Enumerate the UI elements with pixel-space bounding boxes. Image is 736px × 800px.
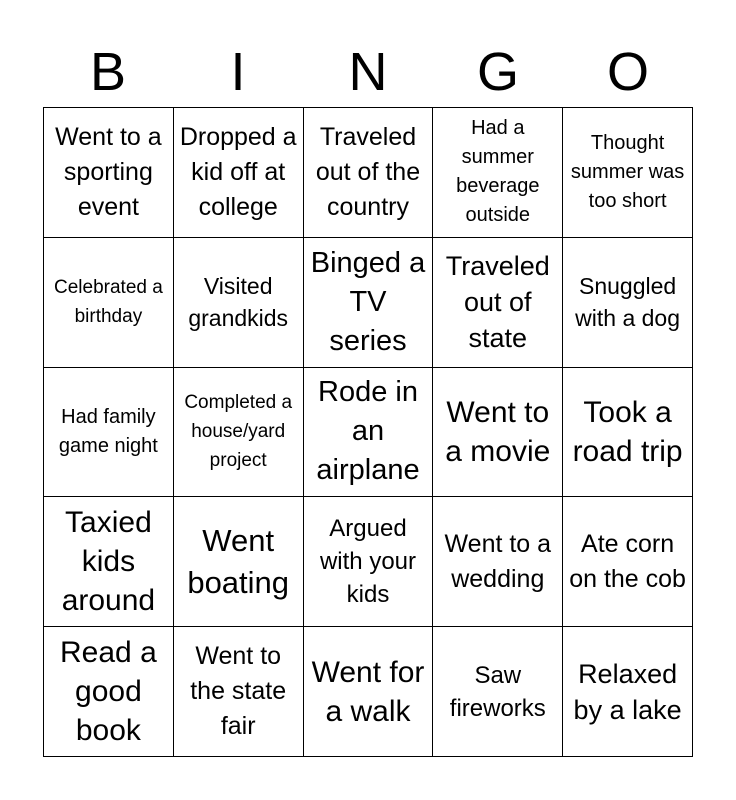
cell-text: Argued with your kids [319, 515, 417, 609]
cell-text: Dropped a kid off at college [179, 122, 297, 221]
header-letter-b: B [89, 42, 127, 102]
cell-text: Visited grandkids [188, 273, 289, 332]
bingo-cell[interactable] [44, 368, 174, 498]
bingo-cell[interactable] [174, 108, 304, 238]
header-letter-n: N [348, 42, 388, 102]
bingo-cell[interactable] [44, 238, 174, 368]
cell-text: Read a good book [60, 636, 157, 748]
bingo-cell[interactable] [563, 497, 693, 627]
cell-text: Went to a wedding [444, 529, 552, 593]
bingo-board [43, 107, 693, 757]
bingo-cell[interactable] [304, 497, 434, 627]
bingo-cell[interactable] [174, 368, 304, 498]
bingo-cell[interactable] [433, 238, 563, 368]
bingo-cell[interactable] [563, 108, 693, 238]
cell-text: Relaxed by a lake [573, 658, 682, 725]
bingo-cell[interactable] [174, 627, 304, 757]
cell-text: Rode in an airplane [316, 376, 420, 487]
bingo-cell[interactable] [563, 238, 693, 368]
bingo-cell[interactable] [563, 627, 693, 757]
bingo-header [43, 40, 693, 104]
bingo-cell[interactable] [304, 108, 434, 238]
bingo-cell[interactable] [563, 368, 693, 498]
bingo-cell[interactable] [433, 108, 563, 238]
bingo-cell[interactable] [433, 368, 563, 498]
bingo-cell[interactable] [44, 497, 174, 627]
bingo-cell[interactable] [304, 238, 434, 368]
bingo-cell[interactable] [174, 238, 304, 368]
cell-text: Snuggled with a dog [575, 273, 681, 332]
bingo-cell[interactable] [433, 497, 563, 627]
header-letter-o: O [606, 42, 649, 102]
cell-text: Went for a walk [311, 655, 425, 728]
cell-text: Took a road trip [572, 395, 683, 468]
bingo-cell[interactable] [44, 108, 174, 238]
cell-text: Traveled out of the country [315, 122, 421, 221]
bingo-cell[interactable] [174, 497, 304, 627]
bingo-cell[interactable] [304, 368, 434, 498]
header-letter-g: G [476, 42, 519, 102]
header-letter-i: I [230, 42, 246, 102]
cell-text: Completed a house/yard project [184, 392, 293, 472]
cell-text: Went to the state fair [190, 642, 287, 741]
cell-text: Thought summer was too short [570, 131, 685, 212]
cell-text: Taxied kids around [61, 506, 156, 618]
cell-text: Had family game night [58, 405, 158, 457]
cell-text: Saw fireworks [449, 661, 546, 722]
cell-text: Went boating [187, 522, 290, 600]
cell-text: Had a summer beverage outside [456, 117, 540, 227]
cell-text: Ate corn on the cob [569, 529, 686, 593]
cell-text: Went to a sporting event [55, 122, 162, 221]
cell-text: Traveled out of state [445, 251, 550, 354]
cell-text: Celebrated a birthday [54, 277, 163, 328]
bingo-cell[interactable] [304, 627, 434, 757]
cell-text: Went to a movie [445, 395, 551, 468]
bingo-cell[interactable] [433, 627, 563, 757]
cell-text: Binged a TV series [310, 246, 426, 357]
bingo-cell[interactable] [44, 627, 174, 757]
